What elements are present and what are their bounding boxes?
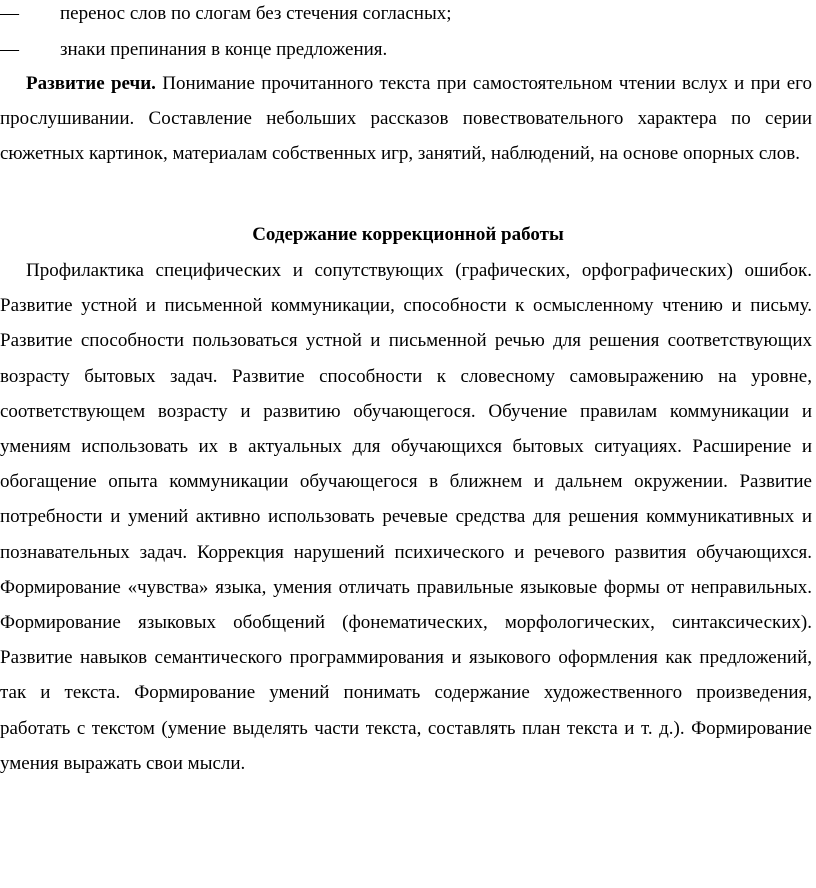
speech-development-paragraph	[0, 66, 812, 172]
section-heading: Содержание коррекционной работы	[252, 224, 564, 245]
speech-development-lead: Развитие речи.	[26, 73, 156, 94]
list-item-text: перенос слов по слогам без стечения согласных;	[60, 3, 452, 24]
list-dash: —	[0, 39, 19, 60]
list-dash: —	[0, 3, 19, 24]
correction-work-paragraph: Профилактика специфических и сопутствующих (графических, орфографических) ошибок. Развитие устной и письменной коммуникации, способности к осмысленному чтению и письму. Развитие способности пользоваться устной и письменной речью для решения соответствующих возрасту бытовых задач. Развитие способности к словесному самовыражению на уровне, соответствующем возрасту и развитию обучающегося. Обучение правилам коммуникации и умениям использовать их в актуальных для обучающихся бытовых ситуациях. Расширение и обогащение опыта коммуникации обучающегося в ближнем и дальнем окружении. Развитие потребности и умений активно использовать речевые средства для решения коммуникативных и познавательных задач. Коррекция нарушений психического и речевого развития обучающихся. Формирование «чувства» языка, умения отличать правильные языковые формы от неправильных. Формирование языковых обобщений (фонематических, морфологических, синтаксических). Развитие навыков семантического программирования и языкового оформления как предложений, так и текста. Формирование умений понимать содержание художественного произведения, работать с текстом (умение выделять части текста, составлять план текста и т. д.). Формирование умения выражать свои мысли.	[0, 260, 812, 774]
speech-development-text: Понимание прочитанного текста при самостоятельном чтении вслух и при его прослушивании. Составление небольших рассказов повествовательного характера по серии сюжетных картинок, материалам собственных игр, занятий, наблюдений, на основе опорных слов.	[0, 73, 812, 165]
list-item-text: знаки препинания в конце предложения.	[60, 39, 388, 60]
